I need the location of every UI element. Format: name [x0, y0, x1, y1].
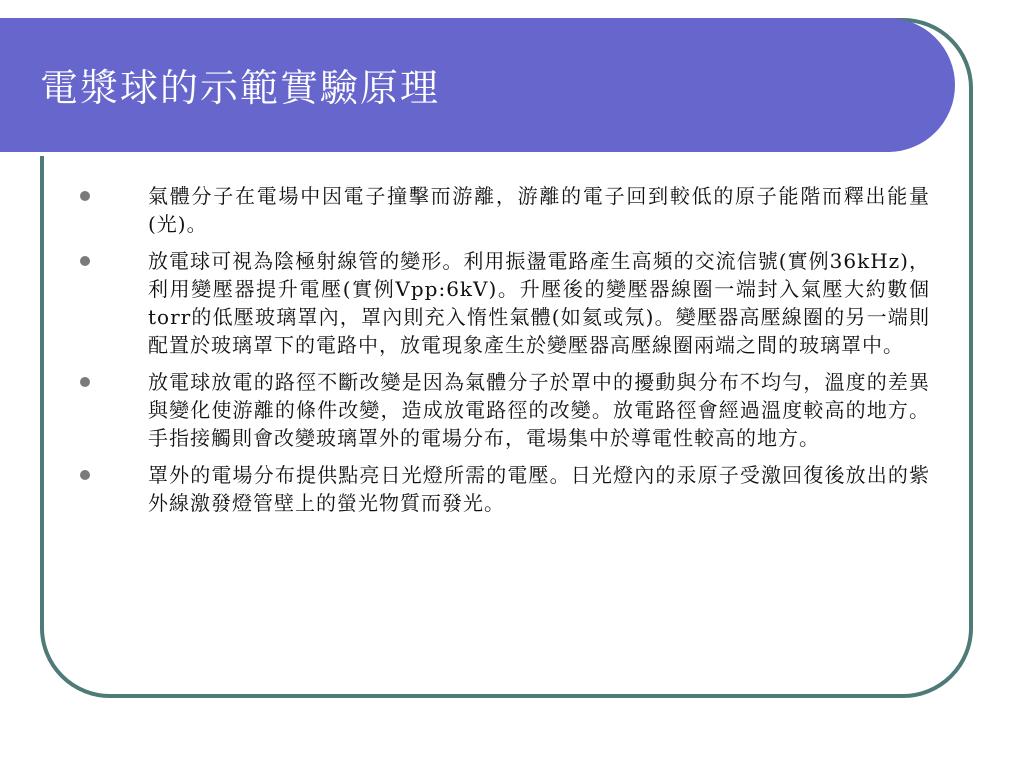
bullet-dot-icon	[80, 470, 90, 480]
bullet-text: 罩外的電場分布提供點亮日光燈所需的電壓。日光燈內的汞原子受激回復後放出的紫外線激發燈管壁上的螢光物質而發光。	[148, 463, 930, 515]
bullet-text: 放電球可視為陰極射線管的變形。利用振盪電路產生高頻的交流信號(實例36kHz)， 利用變壓器提升電壓(實例Vpp:6kV)。升壓後的變壓器線圈一端封入氣壓大約數個torr的低壓玻璃罩內，罩內則充入惰性氣體(如氦或氖)。變壓器高壓線圈的另一端則配置於玻璃罩下的電路中，放電現象產生於變壓器高壓線圈兩端之間的玻璃罩中。	[148, 249, 930, 357]
bullet-text: 放電球放電的路徑不斷改變是因為氣體分子於罩中的擾動與分布不均勻，溫度的差異與變化使游離的條件改變，造成放電路徑的改變。放電路徑會經過溫度較高的地方。手指接觸則會改變玻璃罩外的電場分布，電場集中於導電性較高的地方。	[148, 370, 930, 450]
title-underline	[0, 152, 905, 156]
slide-title: 電漿球的示範實驗原理	[40, 66, 441, 110]
bullet-item	[80, 247, 930, 359]
bullet-item	[80, 461, 930, 517]
bullet-text: 氣體分子在電場中因電子撞擊而游離，游離的電子回到較低的原子能階而釋出能量(光)。	[148, 184, 930, 236]
bullet-dot-icon	[80, 377, 90, 387]
bullet-dot-icon	[80, 191, 90, 201]
bullet-dot-icon	[80, 256, 90, 266]
title-band	[0, 18, 955, 152]
bullet-list	[80, 182, 930, 526]
bullet-item	[80, 368, 930, 452]
bullet-item	[80, 182, 930, 238]
